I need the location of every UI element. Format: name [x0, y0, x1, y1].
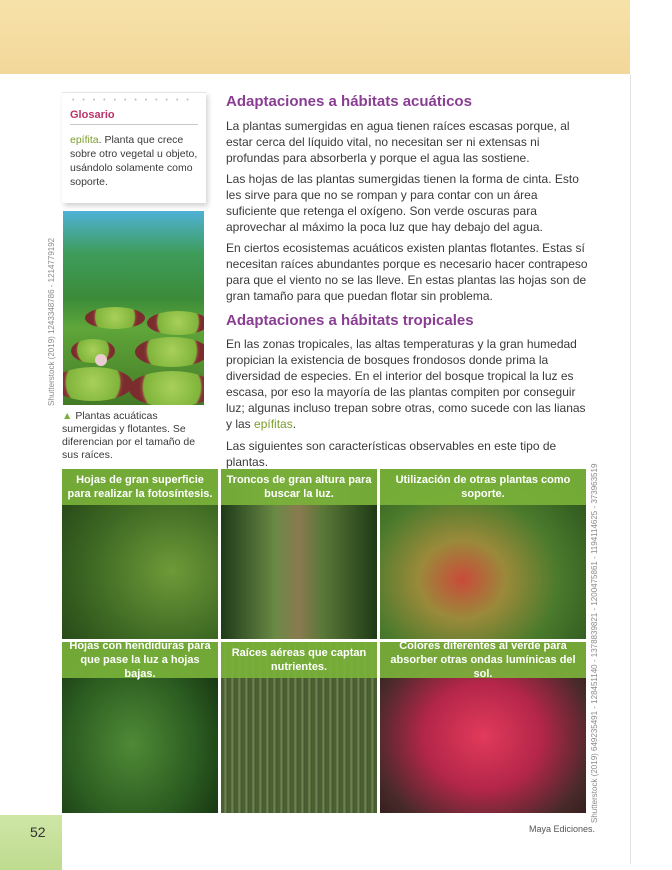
lily-pad	[135, 337, 204, 367]
glossary-title: Glosario	[70, 109, 115, 121]
paragraph-aquatic-2: Las hojas de las plantas sumergidas tienen la forma de cinta. Esto les sirve para que no se rompan y para contar con un área suficiente que retenga el oxígeno. Son verde oscuras para aprovechar al máximo la poca luz que hay debajo del agua.	[226, 172, 579, 234]
lily-pad	[147, 311, 204, 335]
paragraph-tropical-1-text: En las zonas tropicales, las altas temperaturas y la gran humedad propician la existencia de bosques frondosos donde prima la diversidad de especies. En el interior del bosque tropical la luz es escasa, por eso la mayoría de las plantas compiten por conseguir luz; algunas incluso trepan sobre otras, como sucede con las lianas y las	[226, 337, 586, 431]
feature-large-leaves	[62, 469, 218, 639]
feature-label-banner	[62, 642, 218, 678]
feature-label: Colores diferentes al verde para absorber otras ondas lumínicas del sol.	[390, 642, 576, 680]
glossary-divider	[70, 124, 198, 125]
feature-epiphytes	[380, 469, 586, 639]
feature-label-banner	[380, 642, 586, 678]
feature-label: Troncos de gran altura para buscar la luz.	[226, 474, 372, 500]
lily-pad	[129, 371, 204, 405]
page-edge-line	[630, 74, 631, 864]
glossary-term: epífita	[70, 134, 99, 146]
glossary-dots: • • • • • • • • • • • •	[72, 97, 192, 104]
caption-text: Plantas acuáticas sumergidas y flotantes. Se diferencian por el tamaño de sus raíces.	[62, 410, 196, 461]
feature-colored-leaves	[380, 642, 586, 813]
paragraph-aquatic-1: La plantas sumergidas en agua tienen raíces escasas porque, al estar cerca del líquido vital, no necesitan ser ni extensas ni profundas para absorberla y porque el agua las sostiene.	[226, 119, 570, 165]
feature-split-leaves	[62, 642, 218, 813]
lily-flower	[95, 354, 107, 366]
feature-label-banner	[62, 469, 218, 505]
photo-credit-left: Shutterstock (2019) 1243348786 - 1214779192	[47, 237, 56, 406]
glossary-box	[62, 92, 206, 203]
feature-aerial-roots	[221, 642, 377, 813]
paragraph-aquatic-3: En ciertos ecosistemas acuáticos existen plantas flotantes. Estas sí necesitan raíces abundantes porque es necesario hacer contrapeso para que el viento no se las lleve. En estas plantas las hojas son de gran tamaño para que puedan flotar sin problema.	[226, 241, 588, 303]
photo-credit-right: Shutterstock (2019) 649235491 - 128451140 - 1378839821 - 1200475861 - 1194114625 - 373963519	[590, 463, 599, 823]
lily-pad	[85, 307, 145, 329]
publisher-name: Maya Ediciones.	[529, 824, 596, 834]
heading-aquatic: Adaptaciones a hábitats acuáticos	[226, 93, 472, 110]
aquatic-plants-photo	[63, 211, 204, 405]
caption-triangle-icon: ▲	[62, 410, 73, 422]
term-epifitas: epífitas	[254, 417, 293, 431]
feature-label-banner	[221, 642, 377, 678]
tropical-features-grid	[62, 469, 586, 813]
paragraph-tropical-1-end: .	[292, 417, 297, 431]
aquatic-photo-caption	[62, 410, 210, 462]
paragraph-tropical-1	[226, 336, 588, 432]
feature-label: Hojas con hendiduras para que pase la luz a hojas bajas.	[69, 642, 211, 680]
feature-label: Hojas de gran superficie para realizar la fotosíntesis.	[67, 474, 213, 500]
top-header-band	[0, 0, 630, 74]
feature-label: Utilización de otras plantas como soporte.	[395, 474, 571, 500]
heading-tropical: Adaptaciones a hábitats tropicales	[226, 312, 474, 329]
lily-pad	[71, 339, 115, 363]
glossary-definition	[70, 133, 202, 189]
page-number: 52	[30, 824, 46, 840]
lily-pad	[63, 367, 133, 401]
feature-label-banner	[221, 469, 377, 505]
paragraph-tropical-2: Las siguientes son características observables en este tipo de plantas.	[226, 439, 557, 469]
feature-label-banner	[380, 469, 586, 505]
feature-label: Raíces aéreas que captan nutrientes.	[231, 647, 367, 673]
feature-tall-trunks	[221, 469, 377, 639]
glossary-definition-text: . Planta que crece sobre otro vegetal u objeto, usándolo solamente como soporte.	[70, 134, 198, 188]
